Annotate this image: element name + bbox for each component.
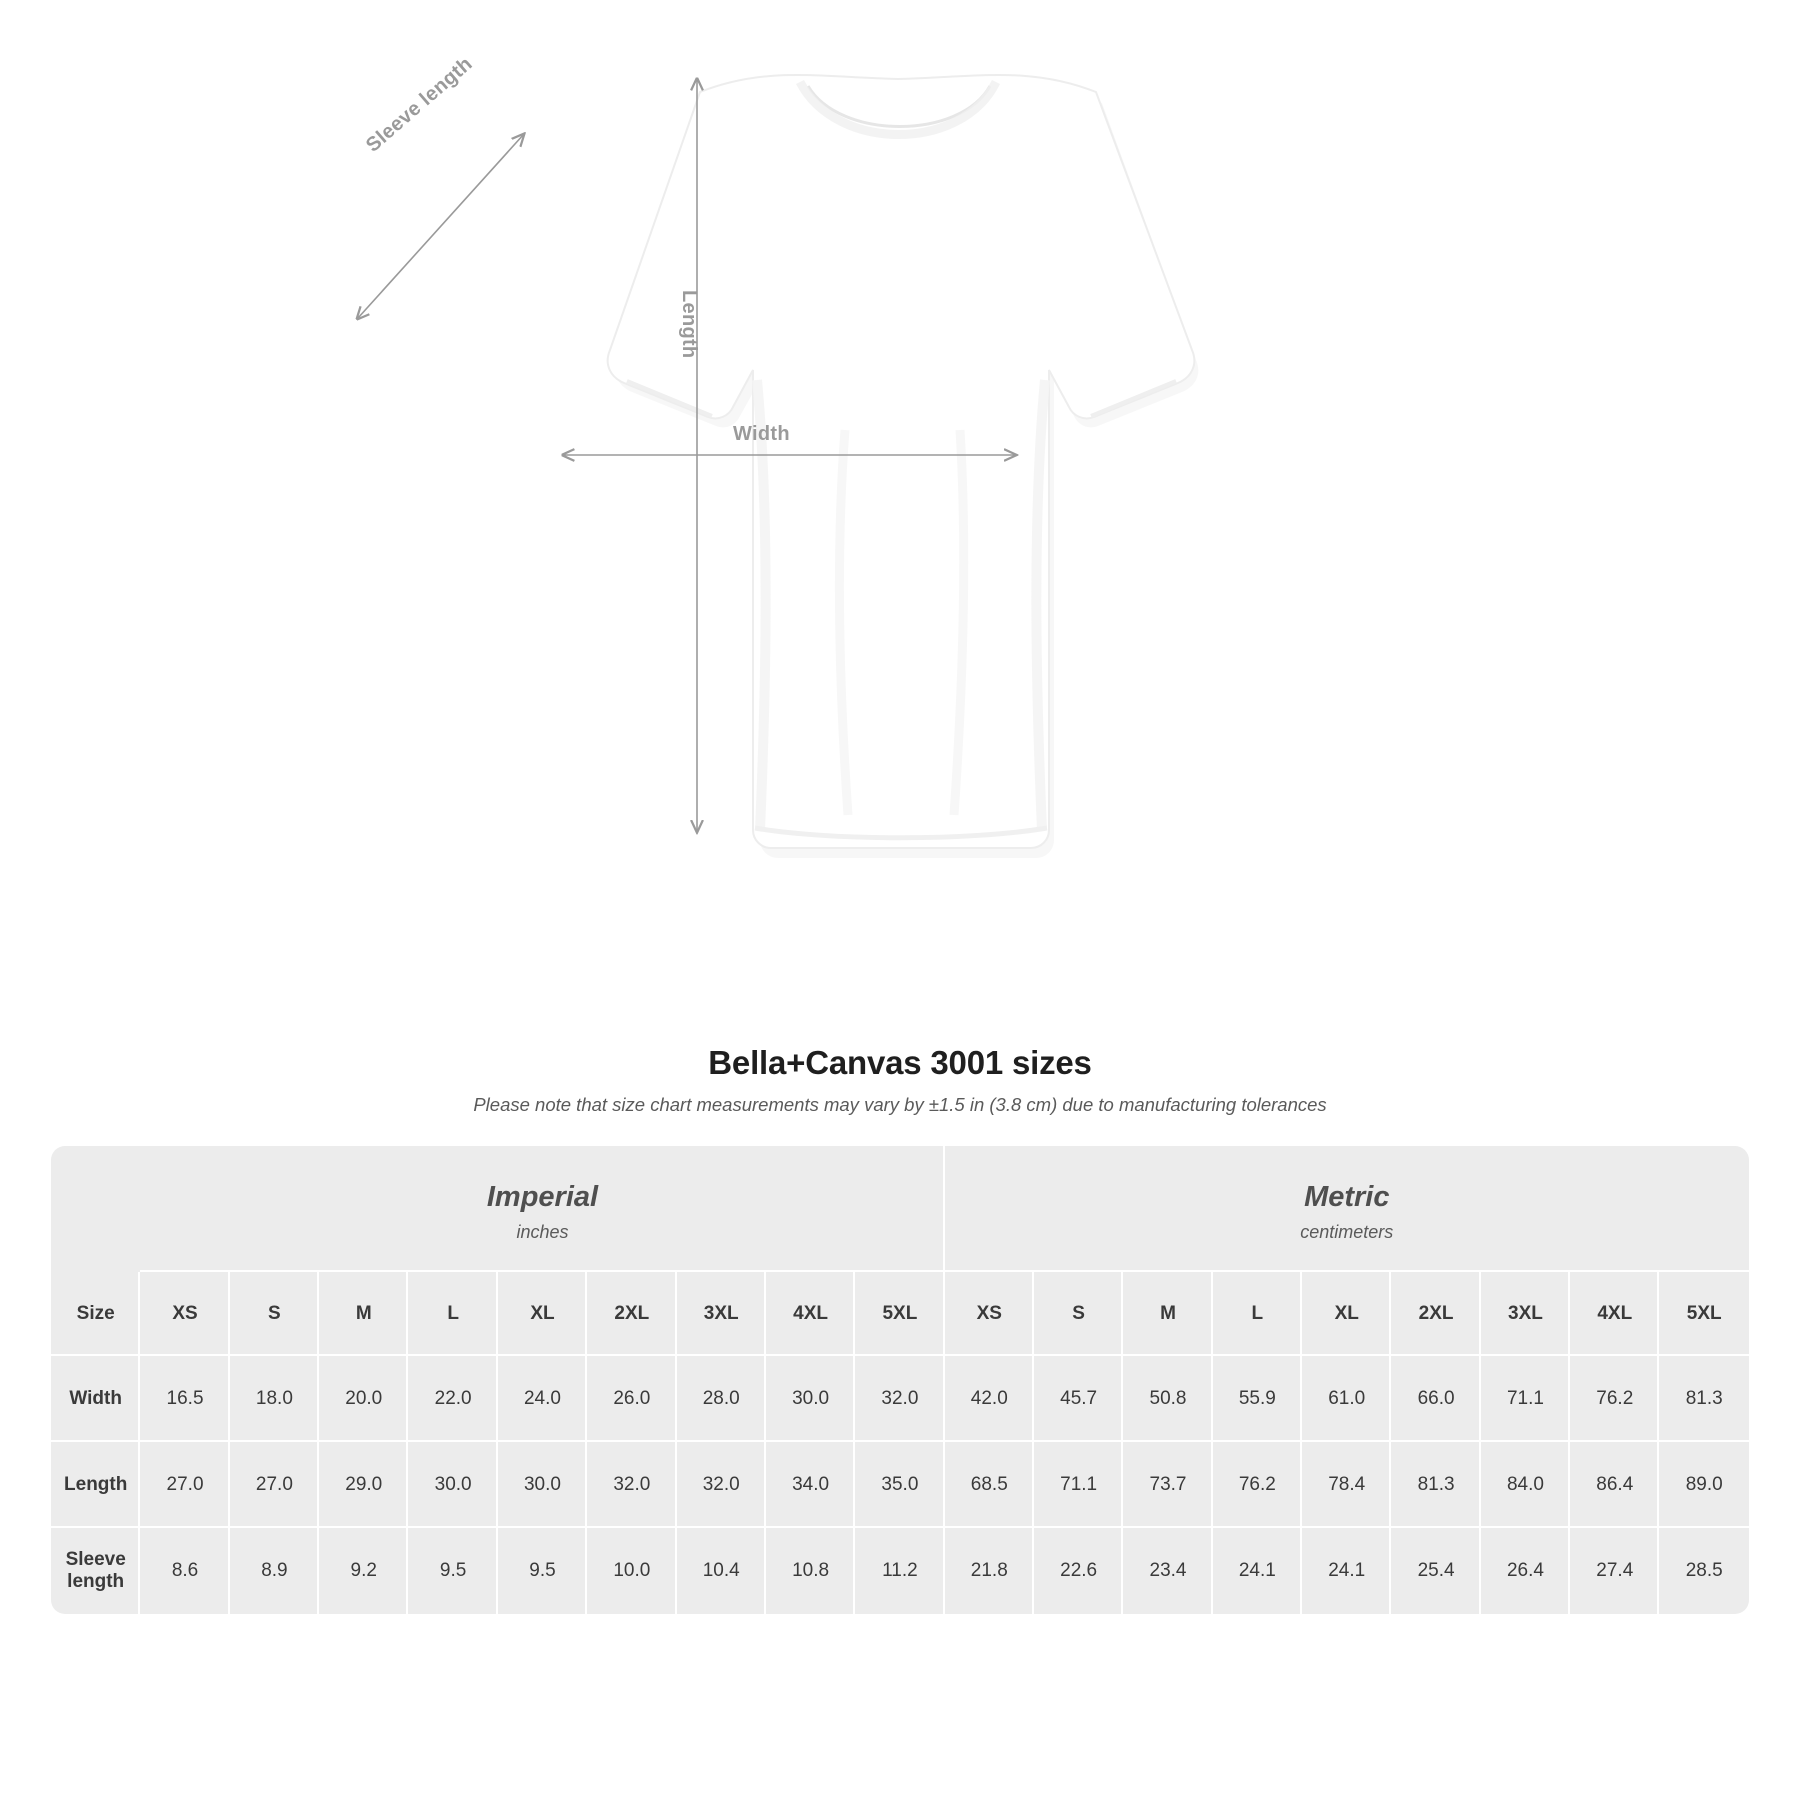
cell-sleeve-metric-s: 22.6 [1034,1528,1123,1614]
size-header-metric-s: S [1034,1272,1123,1356]
cell-sleeve-imperial-2xl: 10.0 [587,1528,676,1614]
row-label-sleeve-length: Sleeve length [51,1528,140,1614]
size-header-metric-l: L [1213,1272,1302,1356]
cell-length-metric-xl: 78.4 [1302,1442,1391,1528]
size-header-imperial-m: M [319,1272,408,1356]
cell-width-metric-s: 45.7 [1034,1356,1123,1442]
cell-sleeve-imperial-l: 9.5 [408,1528,497,1614]
size-header-metric-5xl: 5XL [1659,1272,1749,1356]
cell-sleeve-metric-m: 23.4 [1123,1528,1212,1614]
cell-sleeve-metric-l: 24.1 [1213,1528,1302,1614]
cell-length-imperial-xs: 27.0 [140,1442,229,1528]
size-header-imperial-xs: XS [140,1272,229,1356]
cell-sleeve-imperial-m: 9.2 [319,1528,408,1614]
unit-name-imperial: Imperial [486,1181,599,1213]
cell-sleeve-imperial-5xl: 11.2 [855,1528,944,1614]
cell-width-imperial-xl: 24.0 [498,1356,587,1442]
cell-length-imperial-4xl: 34.0 [766,1442,855,1528]
cell-width-imperial-m: 20.0 [319,1356,408,1442]
cell-length-imperial-m: 29.0 [319,1442,408,1528]
unit-sub-metric: centimeters [1300,1222,1394,1242]
size-header-imperial-s: S [230,1272,319,1356]
size-header-imperial-5xl: 5XL [855,1272,944,1356]
unit-name-metric: Metric [1304,1181,1390,1213]
row-label-length: Length [51,1442,140,1528]
tolerance-note: Please note that size chart measurements may vary by ±1.5 in (3.8 cm) due to manufacturing tolerances [473,1094,1327,1115]
size-header-metric-xl: XL [1302,1272,1391,1356]
cell-sleeve-imperial-xl: 9.5 [498,1528,587,1614]
size-header-imperial-3xl: 3XL [677,1272,766,1356]
cell-width-imperial-4xl: 30.0 [766,1356,855,1442]
cell-length-imperial-l: 30.0 [408,1442,497,1528]
size-header-label: Size [51,1272,140,1356]
cell-width-metric-4xl: 76.2 [1570,1356,1659,1442]
unit-header-metric [945,1146,1749,1272]
cell-width-metric-5xl: 81.3 [1659,1356,1749,1442]
cell-length-metric-xs: 68.5 [945,1442,1034,1528]
cell-sleeve-metric-4xl: 27.4 [1570,1528,1659,1614]
cell-length-metric-3xl: 84.0 [1481,1442,1570,1528]
length-label: Length [678,290,700,359]
table-row [51,1442,1749,1528]
size-header-metric-3xl: 3XL [1481,1272,1570,1356]
cell-length-metric-4xl: 86.4 [1570,1442,1659,1528]
cell-width-imperial-xs: 16.5 [140,1356,229,1442]
size-table [51,1146,1749,1614]
cell-width-metric-3xl: 71.1 [1481,1356,1570,1442]
sleeve-length-label: Sleeve length [362,52,477,157]
row-label-width: Width [51,1356,140,1442]
cell-length-metric-m: 73.7 [1123,1442,1212,1528]
cell-length-imperial-3xl: 32.0 [677,1442,766,1528]
sleeve-length-dimension [358,134,524,318]
cell-sleeve-metric-xs: 21.8 [945,1528,1034,1614]
cell-sleeve-metric-5xl: 28.5 [1659,1528,1749,1614]
size-header-row [51,1272,1749,1356]
cell-width-imperial-2xl: 26.0 [587,1356,676,1442]
cell-length-metric-5xl: 89.0 [1659,1442,1749,1528]
cell-width-metric-xs: 42.0 [945,1356,1034,1442]
table-row [51,1528,1749,1614]
cell-width-metric-xl: 61.0 [1302,1356,1391,1442]
size-header-imperial-xl: XL [498,1272,587,1356]
size-table-wrapper [51,1146,1749,1614]
cell-sleeve-imperial-3xl: 10.4 [677,1528,766,1614]
title-block [0,1044,1800,1116]
cell-width-imperial-3xl: 28.0 [677,1356,766,1442]
cell-length-metric-l: 76.2 [1213,1442,1302,1528]
size-header-imperial-2xl: 2XL [587,1272,676,1356]
cell-length-metric-2xl: 81.3 [1391,1442,1480,1528]
cell-sleeve-imperial-4xl: 10.8 [766,1528,855,1614]
cell-sleeve-metric-3xl: 26.4 [1481,1528,1570,1614]
cell-sleeve-metric-2xl: 25.4 [1391,1528,1480,1614]
size-header-imperial-l: L [408,1272,497,1356]
cell-sleeve-metric-xl: 24.1 [1302,1528,1391,1614]
cell-width-imperial-l: 22.0 [408,1356,497,1442]
size-header-metric-4xl: 4XL [1570,1272,1659,1356]
size-header-metric-xs: XS [945,1272,1034,1356]
size-header-metric-m: M [1123,1272,1212,1356]
unit-header-imperial [140,1146,944,1272]
cell-width-imperial-5xl: 32.0 [855,1356,944,1442]
unit-sub-imperial: inches [516,1222,569,1242]
cell-length-imperial-2xl: 32.0 [587,1442,676,1528]
width-label: Width [733,423,790,445]
cell-length-imperial-s: 27.0 [230,1442,319,1528]
cell-width-metric-l: 55.9 [1213,1356,1302,1442]
size-header-metric-2xl: 2XL [1391,1272,1480,1356]
cell-sleeve-imperial-xs: 8.6 [140,1528,229,1614]
cell-length-imperial-5xl: 35.0 [855,1442,944,1528]
cell-sleeve-imperial-s: 8.9 [230,1528,319,1614]
cell-width-imperial-s: 18.0 [230,1356,319,1442]
cell-width-metric-m: 50.8 [1123,1356,1212,1442]
table-row [51,1356,1749,1442]
cell-length-metric-s: 71.1 [1034,1442,1123,1528]
cell-width-metric-2xl: 66.0 [1391,1356,1480,1442]
cell-length-imperial-xl: 30.0 [498,1442,587,1528]
unit-header-row [51,1146,1749,1272]
unit-corner-cell [51,1146,140,1272]
size-header-imperial-4xl: 4XL [766,1272,855,1356]
page-title: Bella+Canvas 3001 sizes [708,1044,1092,1081]
